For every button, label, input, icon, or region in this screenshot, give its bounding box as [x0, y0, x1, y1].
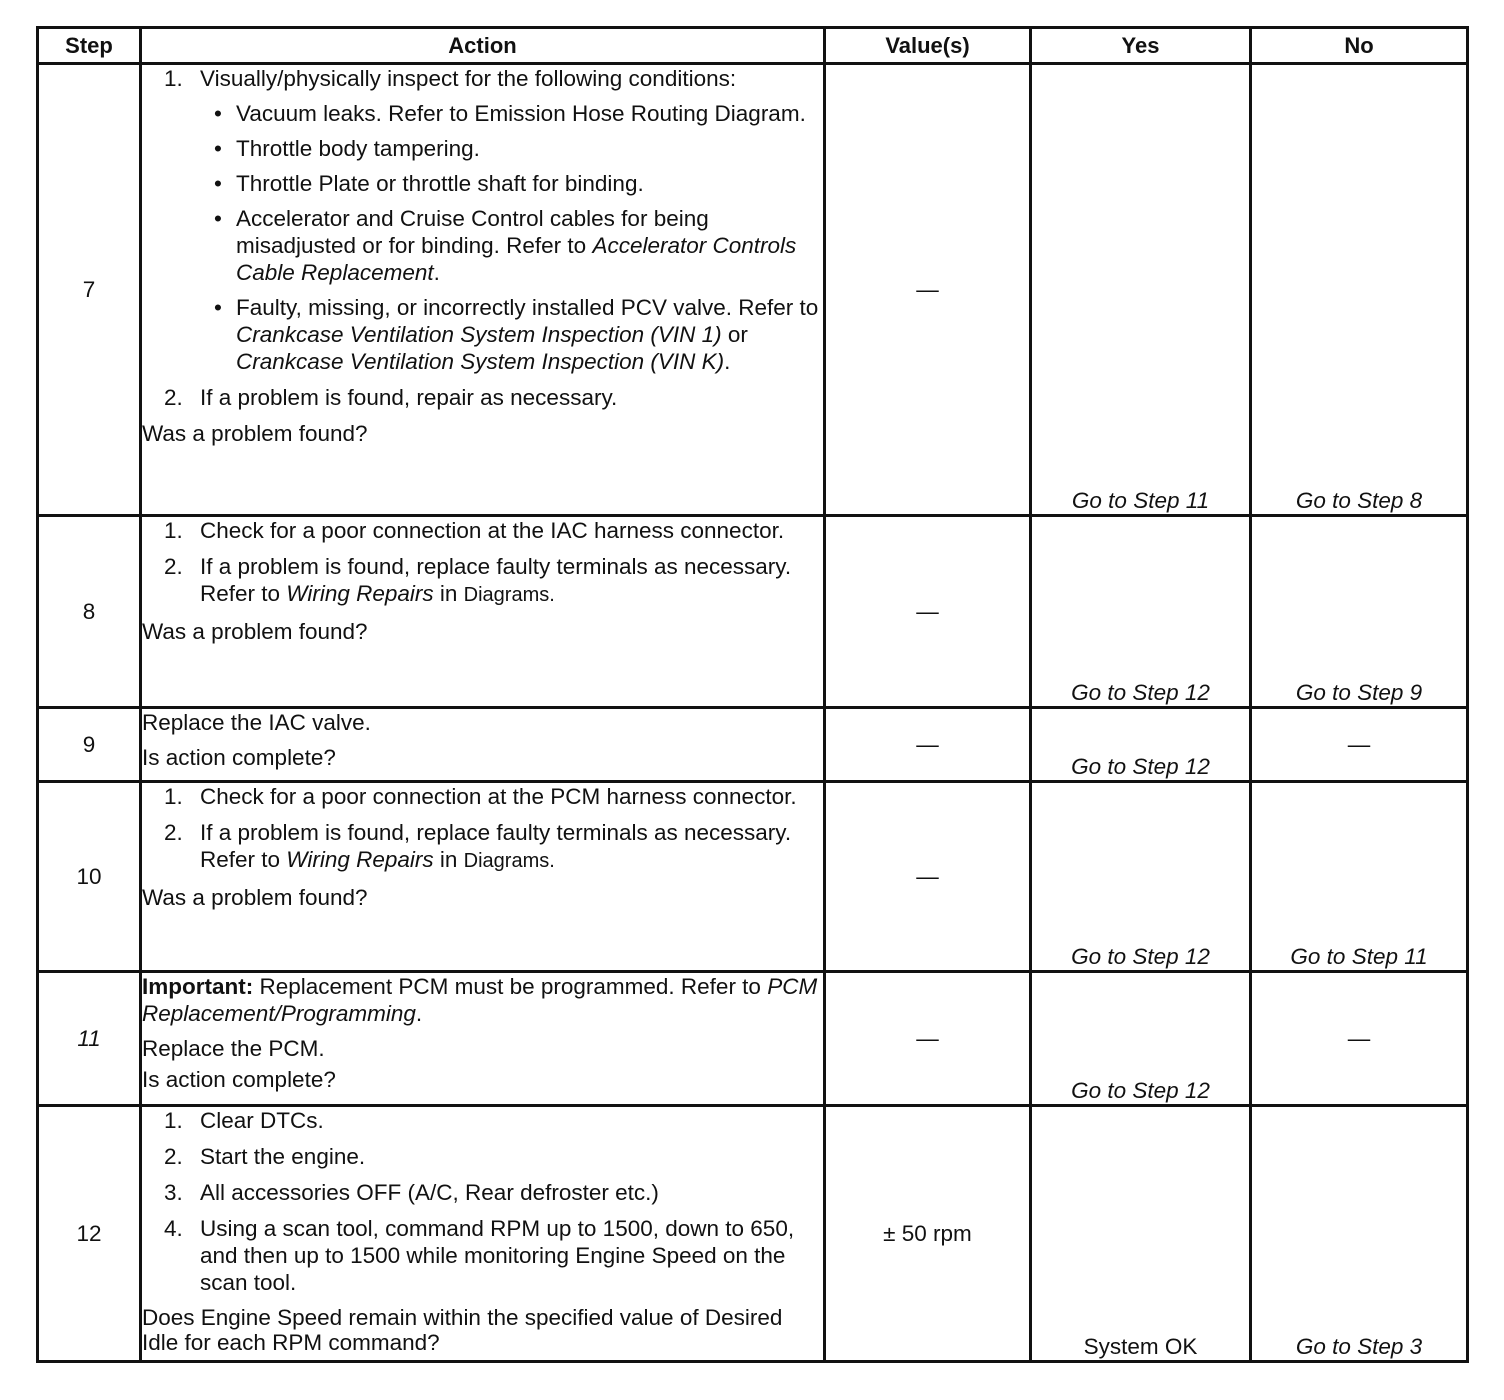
header-action: Action: [141, 28, 825, 64]
action-item: [142, 553, 823, 609]
list-item: • Vacuum leaks. Refer to Emission Hose Routing Diagram.: [214, 101, 806, 126]
item-text: .: [724, 349, 731, 374]
item-text: Clear DTCs.: [200, 1108, 324, 1133]
question-text: Is action complete?: [142, 745, 336, 770]
empty-value-dash: —: [1347, 1026, 1371, 1051]
action-text: Replace the PCM.: [142, 1036, 325, 1061]
no-cell[interactable]: Go to Step 11: [1251, 782, 1468, 972]
item-number: 1.: [164, 66, 183, 91]
item-text: Start the engine.: [200, 1144, 366, 1169]
diagnostic-table: [36, 26, 1469, 1363]
item-text: Check for a poor connection at the IAC harness connector.: [200, 518, 785, 543]
action-item: [142, 819, 823, 875]
item-number: 2.: [164, 385, 183, 410]
header-values: Value(s): [825, 28, 1031, 64]
question-text: Was a problem found?: [142, 421, 368, 446]
action-cell: [141, 782, 825, 972]
question-text: Does Engine Speed remain within the specified value of Desired Idle for each RPM command?: [142, 1305, 783, 1355]
no-cell[interactable]: Go to Step 8: [1251, 64, 1468, 516]
yes-cell[interactable]: Go to Step 12: [1031, 708, 1251, 782]
table-row-step-8: [38, 516, 1468, 708]
item-text: If a problem is found, replace faulty terminals as necessary. Refer to: [200, 554, 792, 606]
question-text: Is action complete?: [142, 1067, 336, 1092]
item-text: Faulty, missing, or incorrectly installed PCV valve. Refer to: [236, 295, 819, 320]
item-number: 1.: [164, 518, 183, 543]
value-cell: [825, 708, 1031, 782]
item-text: in: [433, 847, 464, 872]
reference-link[interactable]: PCM Replacement/Programming: [142, 974, 818, 1026]
reference-link[interactable]: Wiring Repairs: [286, 581, 434, 606]
question-text: Was a problem found?: [142, 619, 368, 644]
item-text: If a problem is found, repair as necessary.: [200, 385, 618, 410]
header-yes: Yes: [1031, 28, 1251, 64]
action-cell: [141, 64, 825, 516]
table-row-step-7: [38, 64, 1468, 516]
item-text: Check for a poor connection at the PCM harness connector.: [200, 784, 797, 809]
item-text: or: [721, 322, 748, 347]
item-text: Diagrams.: [463, 584, 555, 606]
item-text: Throttle Plate or throttle shaft for binding.: [236, 171, 644, 196]
yes-cell[interactable]: Go to Step 11: [1031, 64, 1251, 516]
step-number: 11: [38, 972, 141, 1106]
table-row-step-12: [38, 1106, 1468, 1362]
item-number: 3.: [164, 1180, 183, 1205]
item-text: in: [433, 581, 464, 606]
action-item: [142, 517, 823, 544]
yes-cell[interactable]: System OK: [1031, 1106, 1251, 1362]
table-row-step-9: [38, 708, 1468, 782]
question-text: Was a problem found?: [142, 885, 368, 910]
reference-link[interactable]: Crankcase Ventilation System Inspection (VIN 1): [236, 322, 722, 347]
reference-link[interactable]: Wiring Repairs: [286, 847, 434, 872]
item-text: Accelerator and Cruise Control cables for being misadjusted or for binding. Refer to: [236, 206, 709, 258]
list-item: • Accelerator and Cruise Control cables for being misadjusted or for binding. Refer to Accelerator Controls Cable Replacement.: [214, 206, 797, 285]
empty-value-dash: —: [916, 732, 939, 757]
no-cell: [1251, 972, 1468, 1106]
item-number: 1.: [164, 784, 183, 809]
step-number: 12: [38, 1106, 141, 1362]
action-item: [142, 1215, 823, 1296]
header-step: Step: [38, 28, 141, 64]
no-cell: [1251, 708, 1468, 782]
item-text: .: [433, 260, 440, 285]
action-cell: [141, 972, 825, 1106]
empty-value-dash: —: [916, 277, 939, 302]
yes-cell[interactable]: Go to Step 12: [1031, 782, 1251, 972]
no-cell[interactable]: Go to Step 3: [1251, 1106, 1468, 1362]
item-text: Throttle body tampering.: [236, 136, 480, 161]
step-number: 10: [38, 782, 141, 972]
action-item: [142, 1107, 823, 1134]
reference-link[interactable]: Accelerator Controls Cable Replacement: [236, 233, 797, 285]
step-number: 8: [38, 516, 141, 708]
header-row: [38, 28, 1468, 64]
step-number: 7: [38, 64, 141, 516]
action-item: [142, 384, 823, 411]
item-text: .: [415, 1001, 423, 1026]
list-item: • Throttle body tampering.: [214, 136, 480, 161]
action-item: [142, 65, 823, 375]
item-number: 2.: [164, 554, 183, 579]
action-item: [142, 1179, 823, 1206]
table-row-step-10: [38, 782, 1468, 972]
action-item: [142, 1143, 823, 1170]
empty-value-dash: —: [916, 599, 939, 624]
empty-value-dash: —: [1347, 732, 1371, 757]
empty-value-dash: —: [916, 1026, 939, 1051]
important-label: Important:: [142, 974, 254, 999]
item-text: All accessories OFF (A/C, Rear defroster etc.): [200, 1180, 659, 1205]
action-cell: [141, 1106, 825, 1362]
action-text: Replace the IAC valve.: [142, 710, 371, 735]
reference-link[interactable]: Crankcase Ventilation System Inspection (VIN K): [236, 349, 725, 374]
header-no: No: [1251, 28, 1468, 64]
action-cell: [141, 516, 825, 708]
action-cell: [141, 708, 825, 782]
action-item: [142, 783, 823, 810]
item-number: 2.: [164, 820, 183, 845]
table-row-step-11: [38, 972, 1468, 1106]
item-text: Visually/physically inspect for the following conditions:: [200, 66, 737, 91]
step-number: 9: [38, 708, 141, 782]
no-cell[interactable]: Go to Step 9: [1251, 516, 1468, 708]
item-text: Vacuum leaks. Refer to Emission Hose Routing Diagram.: [236, 101, 806, 126]
yes-cell[interactable]: Go to Step 12: [1031, 972, 1251, 1106]
value-cell: [825, 64, 1031, 516]
value-cell: [825, 972, 1031, 1106]
item-number: 1.: [164, 1108, 183, 1133]
item-number: 4.: [164, 1216, 183, 1241]
empty-value-dash: —: [916, 864, 939, 889]
list-item: • Faulty, missing, or incorrectly installed PCV valve. Refer to Crankcase Ventilation System Inspection (VIN 1) or Crankcase Ventilation System Inspection (VIN K).: [214, 295, 819, 374]
item-text: Diagrams.: [463, 850, 555, 872]
yes-cell[interactable]: Go to Step 12: [1031, 516, 1251, 708]
list-item: • Throttle Plate or throttle shaft for binding.: [214, 171, 644, 196]
value-cell: [825, 516, 1031, 708]
value-cell: [825, 782, 1031, 972]
condition-list: [200, 100, 823, 375]
value-cell: ± 50 rpm: [825, 1106, 1031, 1362]
item-text: If a problem is found, replace faulty terminals as necessary. Refer to: [200, 820, 792, 872]
important-note: [142, 973, 823, 1027]
item-text: Using a scan tool, command RPM up to 1500, down to 650, and then up to 1500 while monitoring Engine Speed on the scan tool.: [200, 1216, 795, 1295]
item-number: 2.: [164, 1144, 183, 1169]
item-text: Replacement PCM must be programmed. Refer to: [253, 974, 768, 999]
